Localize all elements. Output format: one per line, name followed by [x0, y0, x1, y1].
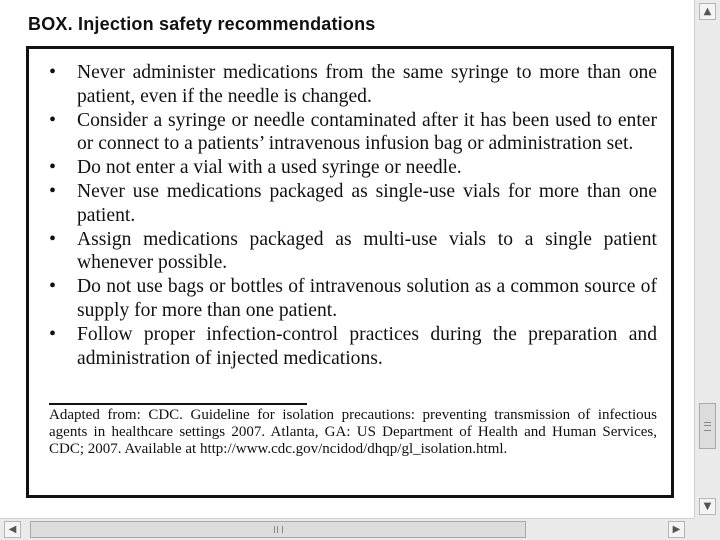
vertical-scrollbar[interactable] [694, 0, 720, 518]
scroll-left-button[interactable] [4, 521, 21, 538]
scrollbar-corner [694, 518, 720, 540]
horizontal-scroll-thumb[interactable] [30, 521, 526, 538]
source-footnote: Adapted from: CDC. Guideline for isolation precautions: preventing transmission of infectious agents in healthcare settings 2007. Atlanta, GA: US Department of Health and Human Services, CDC; 2007. Available at http://www.cdc.gov/ncidod/dhqp/gl_isolation.html. [49, 407, 657, 457]
right-arrow-icon: ▶ [672, 524, 681, 535]
down-arrow-icon: ▼ [703, 501, 712, 512]
left-arrow-icon: ◀ [8, 524, 17, 535]
recommendation-item: • Never use medications packaged as single-use vials for more than one patient. [49, 180, 657, 228]
recommendation-item: • Consider a syringe or needle contaminated after it has been used to enter or connect to a patients’ intravenous infusion bag or administration set. [49, 109, 657, 157]
recommendation-item: • Never administer medications from the same syringe to more than one patient, even if the needle is changed. [49, 61, 657, 109]
recommendation-item: • Assign medications packaged as multi-use vials to a single patient whenever possible. [49, 228, 657, 276]
scroll-up-button[interactable] [699, 3, 716, 20]
recommendation-item: • Do not use bags or bottles of intravenous solution as a common source of supply for more than one patient. [49, 275, 657, 323]
recommendation-item: • Do not enter a vial with a used syringe or needle. [49, 156, 657, 180]
recommendations-box [26, 46, 674, 498]
scroll-right-button[interactable] [668, 521, 685, 538]
recommendations-list [49, 61, 657, 370]
scroll-down-button[interactable] [699, 498, 716, 515]
up-arrow-icon: ▲ [703, 6, 712, 17]
grip-icon [274, 526, 283, 533]
vertical-scroll-thumb[interactable] [699, 403, 716, 449]
box-heading: BOX. Injection safety recommendations [28, 14, 376, 34]
footnote-divider [49, 403, 307, 405]
horizontal-scrollbar[interactable] [0, 518, 694, 540]
grip-icon [704, 422, 711, 431]
recommendation-item: • Follow proper infection-control practices during the preparation and administration of injected medications. [49, 323, 657, 371]
